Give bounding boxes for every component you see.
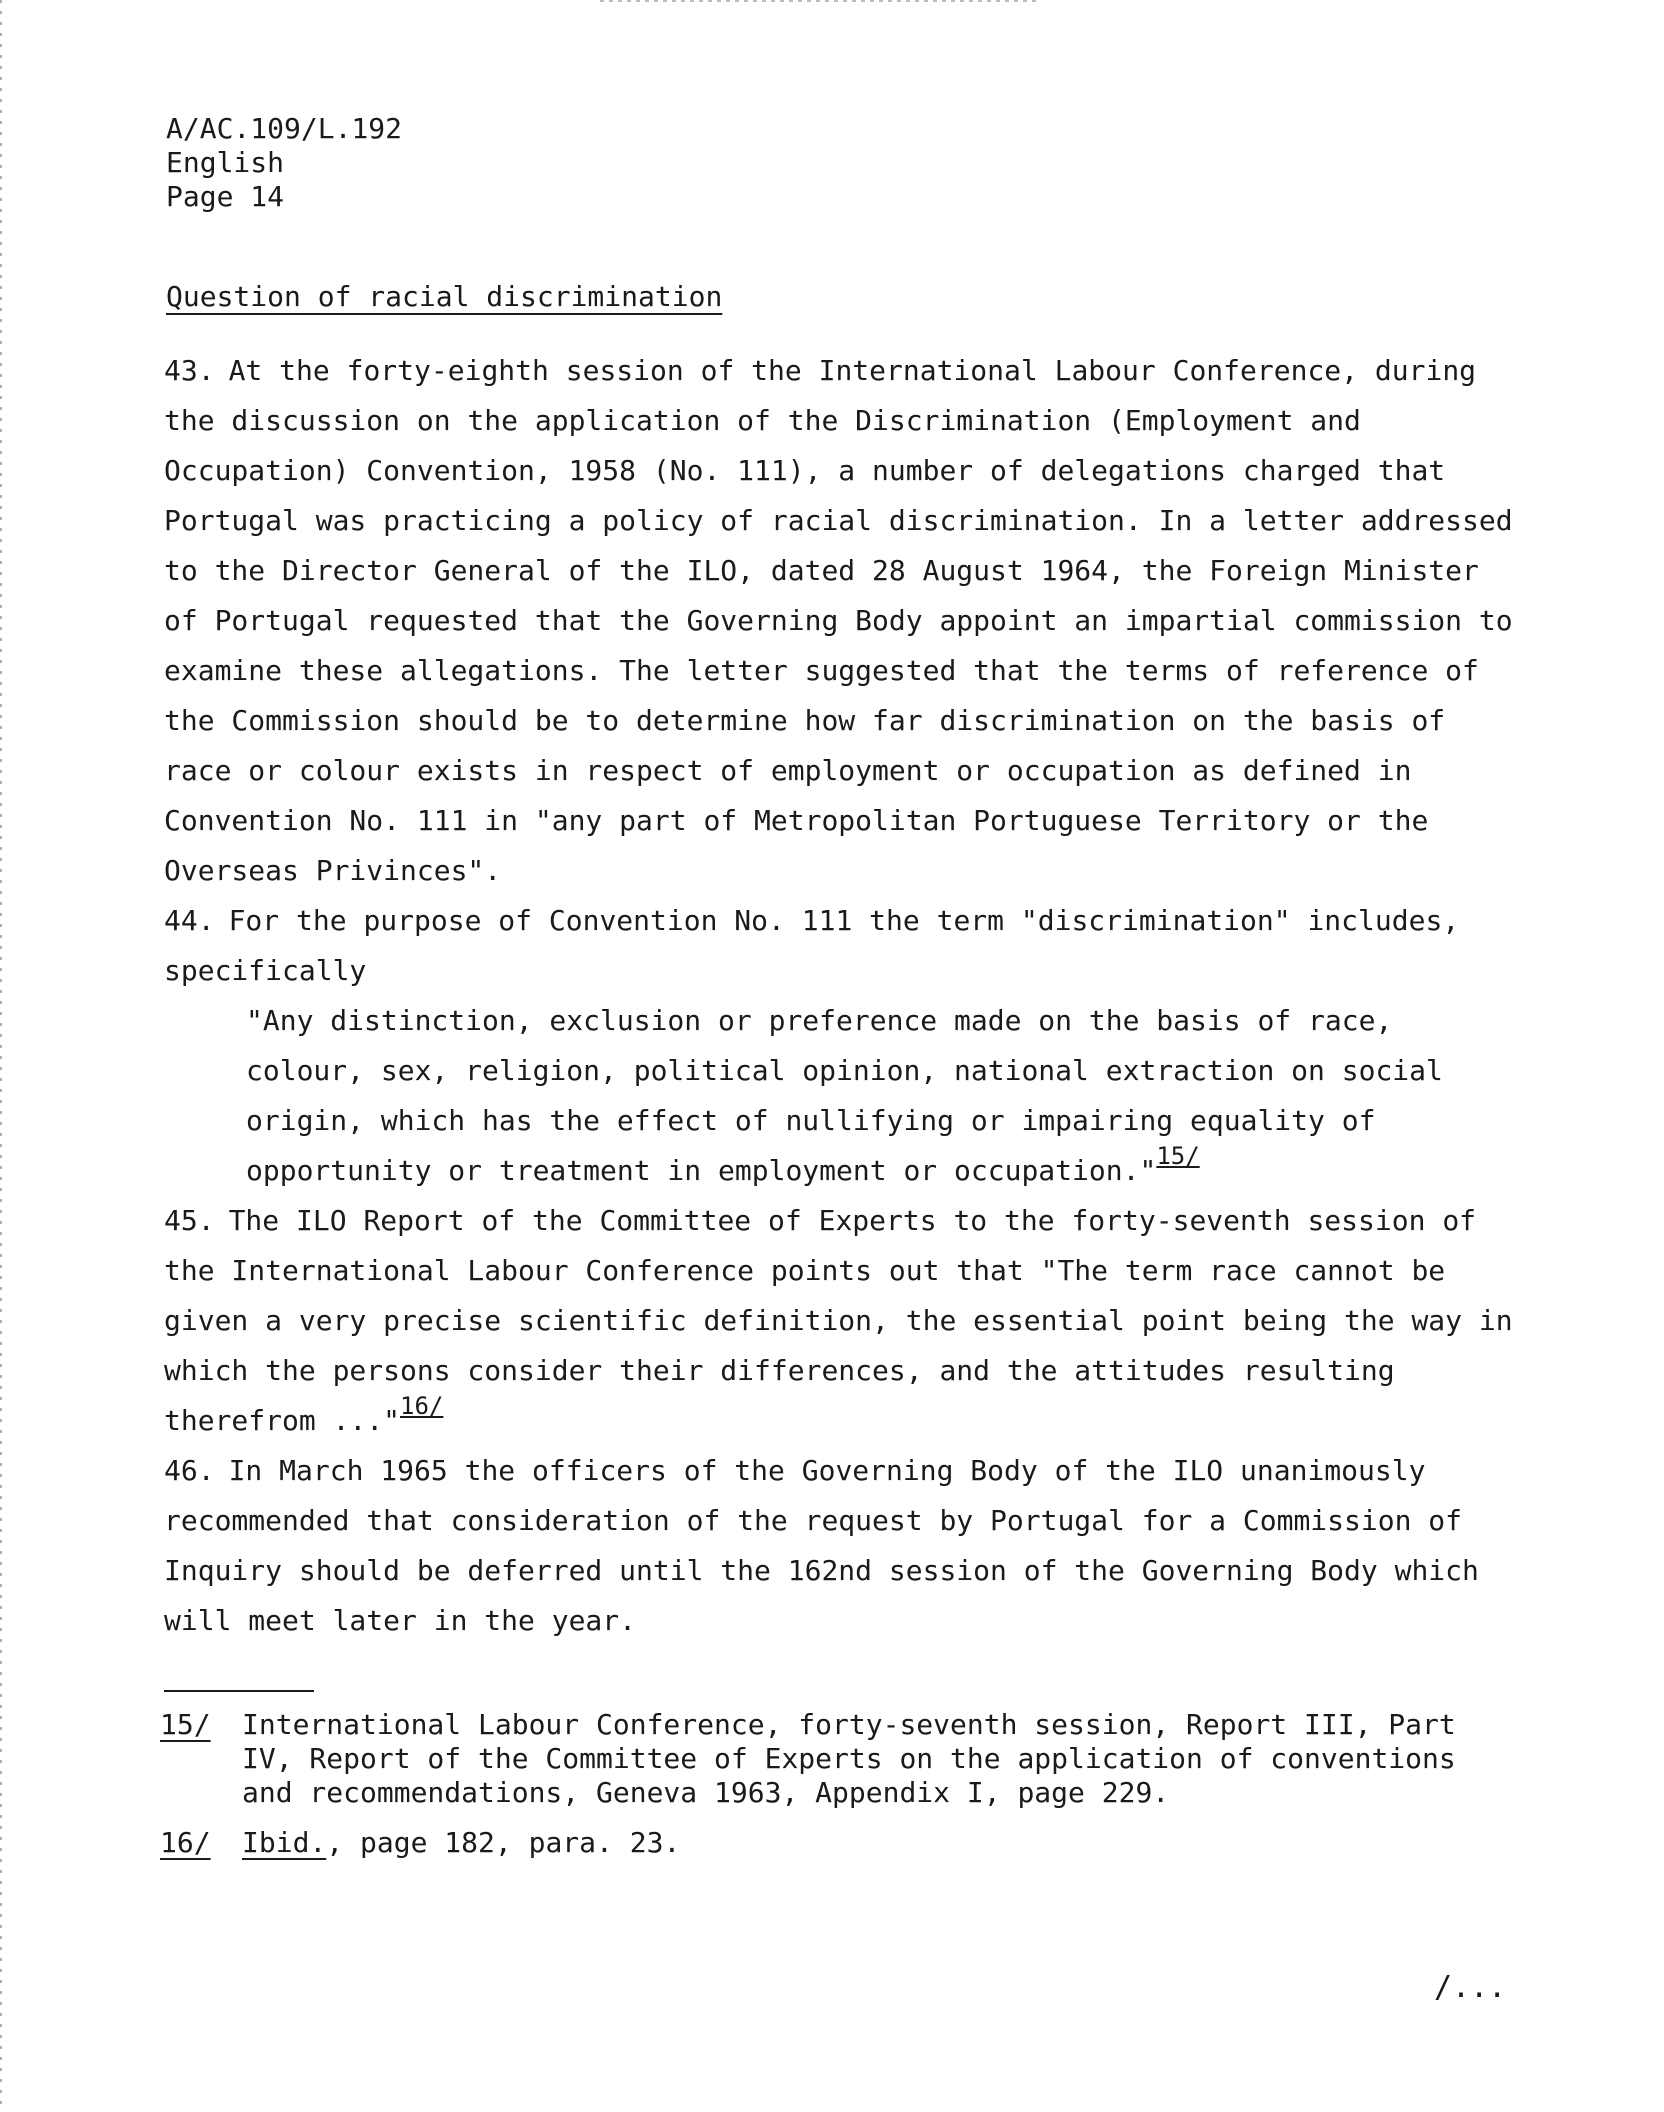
paragraph-44: [164, 896, 1524, 996]
footnote-text-container: [242, 1826, 1520, 1860]
footnote-ref-15[interactable]: 15/: [1156, 1141, 1200, 1170]
paragraph-number: 44.: [164, 904, 215, 937]
paragraph-number: 43.: [164, 354, 215, 387]
document-language: English: [166, 146, 285, 179]
footnote-text: International Labour Conference, forty-seventh session, Report III, Part IV, Report of the Committee of Experts on the application of conventions and recommendations, Geneva 1963, Appendix I, page 229.: [242, 1708, 1456, 1809]
footnote-text: , page 182, para. 23.: [326, 1826, 681, 1859]
paragraph-text: For the purpose of Convention No. 111 the term "discrimination" includes, specifically: [164, 904, 1460, 987]
ibid-label: Ibid.: [242, 1826, 327, 1859]
continuation-mark: /...: [1434, 1970, 1507, 2005]
document-body: [164, 346, 1524, 1646]
paragraph-43: [164, 346, 1524, 896]
scan-top-mark: [600, 0, 1040, 2]
paragraph-text: The ILO Report of the Committee of Experts to the forty-seventh session of the International Labour Conference points out that "The term race cannot be given a very precise scientific definition, the essential point being the way in which the persons consider their differences, and the attitudes resulting therefrom ...": [164, 1204, 1513, 1437]
footnote-mark: 16/: [160, 1826, 211, 1859]
paragraph-46: [164, 1446, 1524, 1646]
document-symbol: A/AC.109/L.192: [166, 112, 403, 145]
quotation-block: [246, 996, 1524, 1196]
section-title: Question of racial discrimination: [166, 280, 723, 313]
paragraph-45: [164, 1196, 1524, 1446]
footnotes: [160, 1708, 1520, 1876]
paragraph-number: 45.: [164, 1204, 215, 1237]
paragraph-number: 46.: [164, 1454, 215, 1487]
footnote-mark: 15/: [160, 1708, 211, 1741]
scan-edge-mark: [0, 0, 2, 2112]
footnote-divider: [164, 1690, 314, 1692]
paragraph-text: At the forty-eighth session of the International Labour Conference, during the discussion on the application of the Discrimination (Employment and Occupation) Convention, 1958 (No. 111), a number of delegations charged that Portugal was practicing a policy of racial discrimination. In a letter addressed to the Director General of the ILO, dated 28 August 1964, the Foreign Minister of Portugal requested that the Governing Body appoint an impartial commission to examine these allegations. The letter suggested that the terms of reference of the Commission should be to determine how far discrimination on the basis of race or colour exists in respect of employment or occupation as defined in Convention No. 111 in "any part of Metropolitan Portuguese Territory or the Overseas Privinces".: [164, 354, 1513, 887]
footnote-ref-16[interactable]: 16/: [400, 1391, 444, 1420]
quotation-text: "Any distinction, exclusion or preference made on the basis of race, colour, sex, religion, political opinion, national extraction on social origin, which has the effect of nullifying or impairing equality of opportunity or treatment in employment or occupation.": [246, 1004, 1443, 1187]
footnote-16: [160, 1826, 1520, 1860]
paragraph-text: In March 1965 the officers of the Governing Body of the ILO unanimously recommended that consideration of the request by Portugal for a Commission of Inquiry should be deferred until the 162nd session of the Governing Body which will meet later in the year.: [164, 1454, 1479, 1637]
footnote-15: [160, 1708, 1520, 1810]
page-number: Page 14: [166, 180, 285, 213]
document-header: [166, 112, 402, 214]
